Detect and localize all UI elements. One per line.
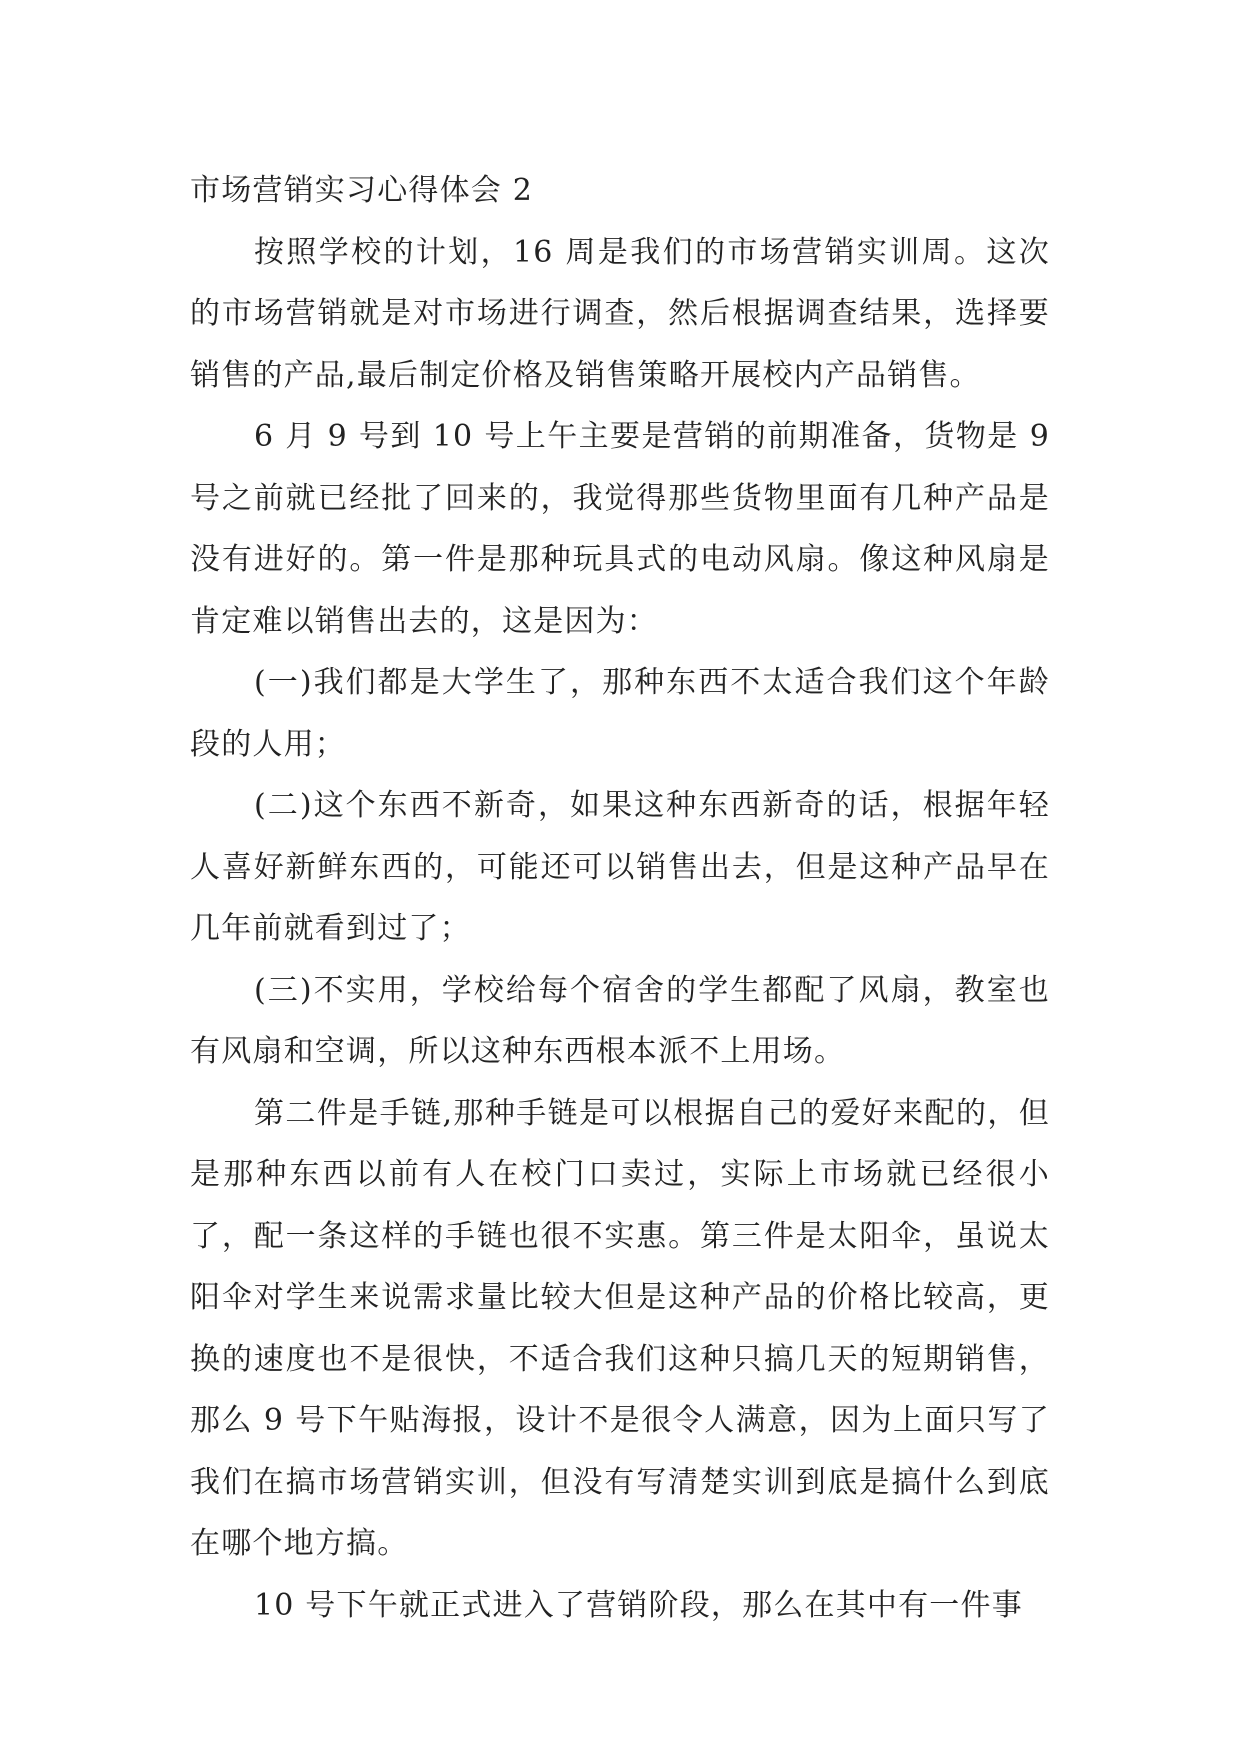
paragraph-reason-three: (三)不实用，学校给每个宿舍的学生都配了风扇，教室也有风扇和空调，所以这种东西根本派不上用场。	[190, 972, 1050, 1069]
paragraph-bracelet-umbrella: 第二件是手链,那种手链是可以根据自己的爱好来配的，但是那种东西以前有人在校门口卖过，实际上市场就已经很小了，配一条这样的手链也很不实惠。第三件是太阳伞，虽说太阳伞对学生来说需求量比较大但是这种产品的价格比较高，更换的速度也不是很快，不适合我们这种只搞几天的短期销售，那么 9 号下午贴海报，设计不是很令人满意，因为上面只写了我们在搞市场营销实训，但没有写清楚实训到底是搞什么到底在哪个地方搞。	[190, 1095, 1050, 1561]
document-title: 市场营销实习心得体会 2	[190, 173, 534, 208]
paragraph-preparation: 6 月 9 号到 10 号上午主要是营销的前期准备，货物是 9 号之前就已经批了回来的，我觉得那些货物里面有几种产品是没有进好的。第一件是那种玩具式的电动风扇。像这种风扇是肯定难以销售出去的，这是因为：	[190, 419, 1050, 639]
document-body	[190, 160, 1050, 1636]
paragraph-sales-stage: 10 号下午就正式进入了营销阶段，那么在其中有一件事	[254, 1587, 1023, 1623]
paragraph-plan: 按照学校的计划，16 周是我们的市场营销实训周。这次的市场营销就是对市场进行调查，然后根据调查结果，选择要销售的产品,最后制定价格及销售策略开展校内产品销售。	[190, 234, 1050, 393]
paragraph-reason-one: (一)我们都是大学生了，那种东西不太适合我们这个年龄段的人用；	[190, 665, 1050, 762]
paragraph-reason-two: (二)这个东西不新奇，如果这种东西新奇的话，根据年轻人喜好新鲜东西的，可能还可以销售出去，但是这种产品早在几年前就看到过了；	[190, 788, 1050, 946]
